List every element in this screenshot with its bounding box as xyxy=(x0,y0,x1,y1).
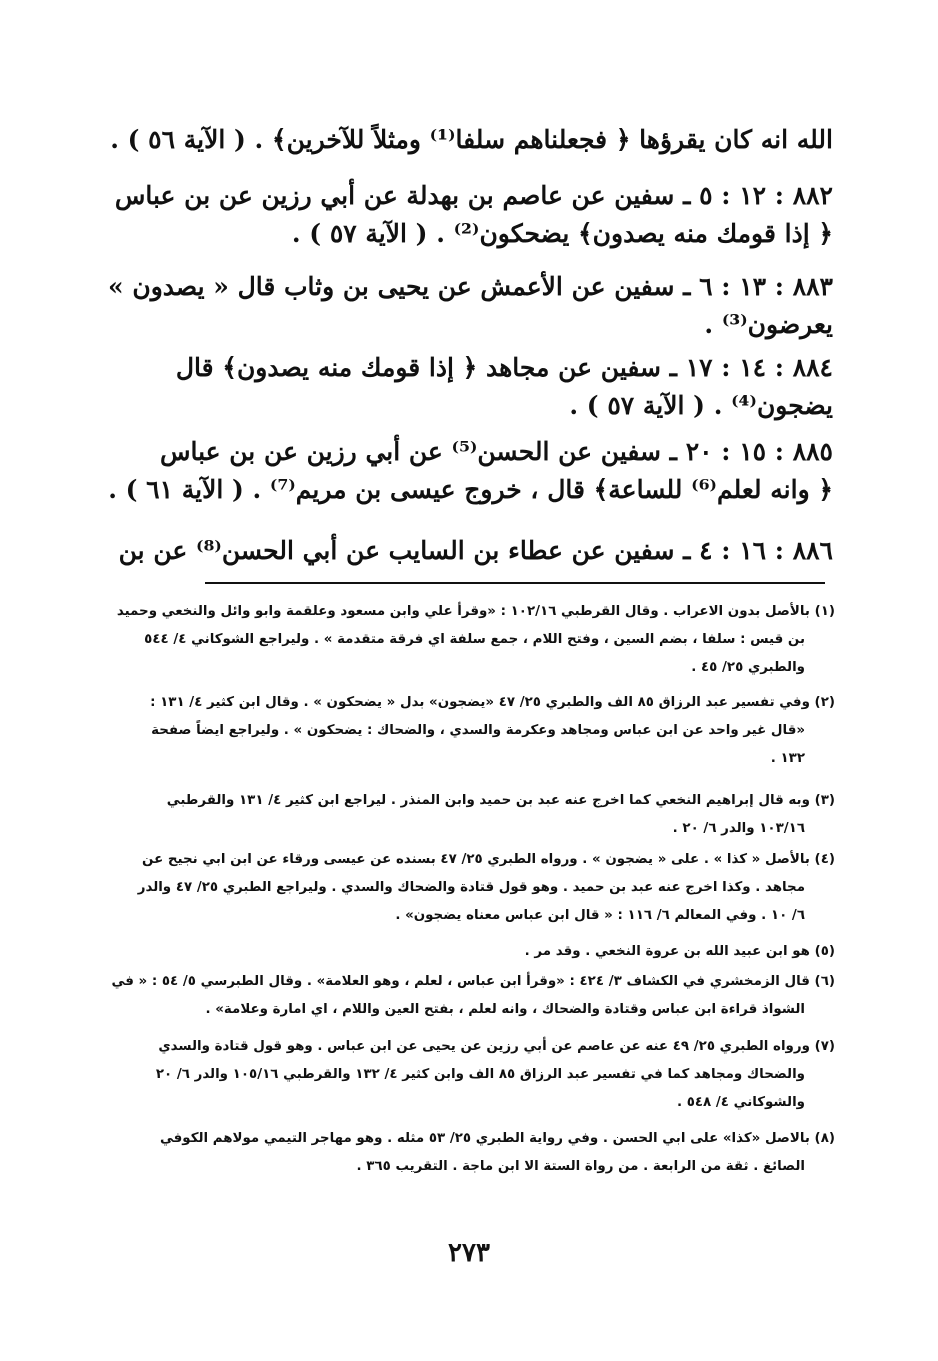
footnote-line: ١٣٢ . xyxy=(770,751,805,766)
text-line: يضجون⁽⁴⁾ . ( الآية ٥٧ ) . xyxy=(569,391,833,420)
entry-882 xyxy=(114,177,833,253)
entry-885 xyxy=(108,433,833,509)
text-line: ٨٨٣ : ١٣ : ٦ ـ سفين عن الأعمش عن يحيى بن وثاب قال « يصدون » xyxy=(108,272,833,301)
text-line: ٨٨٢ : ١٢ : ٥ ـ سفين عن عاصم بن بهدلة عن أبي رزين عن بن عباس xyxy=(114,181,833,210)
text-line: الله انه كان يقرؤها ﴿ فجعلناهم سلفا⁽¹⁾ ومثلاً للآخرين﴾ . ( الآية ٥٦ ) . xyxy=(110,125,833,154)
page-number: ٢٧٣ xyxy=(448,1238,490,1268)
footnote-line: بن قيس : سلفا ، بضم السين ، وفتح اللام ، جمع سلفة اي فرقة متقدمة » . وليراجع الشوكاني ٤/ ٥٤٤ xyxy=(144,632,805,647)
footnote-line: (٧) ورواه الطبري ٢٥/ ٤٩ عنه عن عاصم عن أبي رزين عن يحيى عن ابن عباس . وهو قول قتادة والسدي xyxy=(158,1039,835,1054)
footnote-1 xyxy=(116,598,835,682)
footnote-line: (٢) وفي تفسير عبد الرزاق ٨٥ الف والطبري ٢٥/ ٤٧ «يضجون» بدل « يضحكون » . وقال ابن كثير ٤/ ١٣١ : xyxy=(150,695,835,710)
footnote-5 xyxy=(135,938,835,966)
footnote-line: «قال غير واحد عن ابن عباس ومجاهد وعكرمة والسدي ، والضحاك : يضحكون » . وليراجع ايضاً صفحة xyxy=(151,723,805,738)
footnote-line: مجاهد . وكذا اخرج عنه عبد بن حميد . وهو قول قتادة والضحاك والسدي . وليراجع الطبري ٢٥/ ٤٧ والدر xyxy=(137,880,805,895)
footnote-line: والضحاك ومجاهد كما في تفسير عبد الرزاق ٨٥ الف وابن كثير ٤/ ١٣٢ والقرطبي ١٠٥/١٦ والدر ٦/ ٢٠ xyxy=(155,1067,805,1082)
footnote-line: (٥) هو ابن عبيد الله بن عروة النخعي . وقد مر . xyxy=(524,944,835,959)
footnote-2 xyxy=(135,689,835,773)
footnote-3 xyxy=(135,787,835,843)
footnote-line: ١٠٣/١٦ والدر ٦/ ٢٠ . xyxy=(672,821,805,836)
footnote-line: والطبري ٢٥/ ٤٥ . xyxy=(691,660,805,675)
footnote-line: (٨) بالاصل «كذا» على ابي الحسن . وفي رواية الطبري ٢٥/ ٥٣ مثله . وهو مهاجر التيمي مولاهم الكوفي xyxy=(159,1131,835,1146)
footnote-4 xyxy=(135,846,835,930)
footnote-line: الصائغ . ثقة من الرابعة . من رواة الستة الا ابن ماجة . التقريب ٣٦٥ . xyxy=(356,1159,805,1174)
footnote-line: الشواذ قراءة ابن عباس وقتادة والضحاك ، وانه لعلم ، بفتح العين واللام ، اي امارة وعلامة» . xyxy=(205,1002,805,1017)
footnote-separator xyxy=(205,582,825,584)
entry-0 xyxy=(110,121,833,159)
footnote-line: (١) بالأصل بدون الاعراب . وقال القرطبي ١٠٢/١٦ : «وقرأ علي وابن مسعود وعلقمة وابو وائل والنخعي وحميد xyxy=(116,604,835,619)
footnote-line: ٦/ ١٠ . وفي المعالم ٦/ ١١٦ : « قال ابن عباس معناه يضجون» . xyxy=(395,908,805,923)
footnote-8 xyxy=(135,1125,835,1181)
entry-886 xyxy=(118,532,833,570)
entry-883 xyxy=(108,268,833,344)
footnote-6 xyxy=(111,968,835,1024)
footnote-7 xyxy=(135,1033,835,1117)
text-line: ٨٨٥ : ١٥ : ٢٠ ـ سفين عن الحسن⁽⁵⁾ عن أبي رزين عن بن عباس xyxy=(159,437,833,466)
footnote-line: والشوكاني ٤/ ٥٤٨ . xyxy=(676,1095,805,1110)
footnote-line: (٣) وبه قال إبراهيم النخعي كما اخرج عنه عبد بن حميد وابن المنذر . ليراجع ابن كثير ٤/ ١٣١ والقرطبي xyxy=(166,793,835,808)
text-line: يعرضون⁽³⁾ . xyxy=(704,310,833,339)
footnote-line: (٤) بالأصل « كذا » . على « يضجون » . ورواه الطبري ٢٥/ ٤٧ بسنده عن عيسى ورقاء عن ابن ابي نجيح عن xyxy=(142,852,835,867)
text-line: ﴿ إذا قومك منه يصدون﴾ يضحكون⁽²⁾ . ( الآية ٥٧ ) . xyxy=(291,219,833,248)
text-line: ٨٨٦ : ١٦ : ٤ ـ سفين عن عطاء بن السايب عن أبي الحسن⁽⁸⁾ عن بن xyxy=(118,536,833,565)
entry-884 xyxy=(135,349,833,425)
text-line: ﴿ وانه لعلم⁽⁶⁾ للساعة﴾ قال ، خروج عيسى بن مريم⁽⁷⁾ . ( الآية ٦١ ) . xyxy=(108,475,833,504)
footnote-line: (٦) قال الزمخشري في الكشاف ٣/ ٤٢٤ : «وقرأ ابن عباس ، لعلم ، وهو العلامة» . وقال الطبرسي ٥/ ٥٤ : « في xyxy=(111,974,835,989)
text-line: ٨٨٤ : ١٤ : ١٧ ـ سفين عن مجاهد ﴿ إذا قومك منه يصدون﴾ قال xyxy=(175,353,833,382)
